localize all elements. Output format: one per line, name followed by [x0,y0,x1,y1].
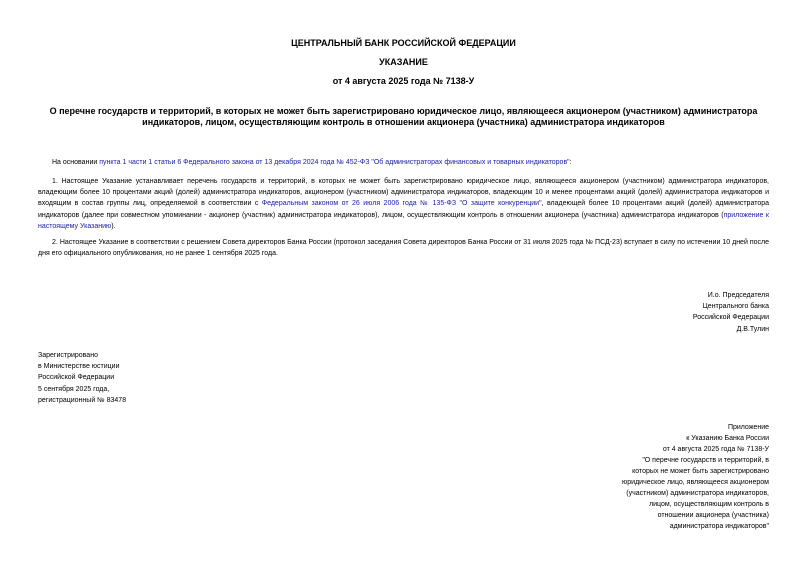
paragraph-1-text-a: 1. Настоящее Указание устанавливает перечень государств и территорий, в которых не может быть зарегистрировано юридическое лицо, являющееся акционером (участником) администратора индикаторов, владеющим более 10 процентами акций (долей) администратора индикаторов, акционером (участником) администратора индикаторов, владеющим 10 и менее процентами акций (долей) администратора индикаторов и входящим в состав группы лиц, определяемой в соответствии с [38,178,769,208]
paragraph-1 [38,176,769,232]
appendix-link[interactable]: приложение к настоящему Указанию [38,211,769,230]
signature-line: Российской Федерации [692,314,769,322]
appendix-line: которых не может быть зарегистрировано [632,468,769,475]
preamble-suffix: : [569,159,572,166]
registration-line: регистрационный № 83478 [38,396,127,404]
registration-line: 5 сентября 2025 года, [38,385,110,393]
appendix-line: к Указанию Банка России [686,435,769,442]
issuer-heading: ЦЕНТРАЛЬНЫЙ БАНК РОССИЙСКОЙ ФЕДЕРАЦИИ [291,38,516,48]
preamble-prefix: На основании [52,159,100,166]
registration-line: Зарегистрировано [38,352,98,359]
signature-block [569,290,769,335]
appendix-line: "О перечне государств и территорий, в [642,457,769,464]
signature-line: Д.В.Тулин [736,325,769,333]
document-date-number: от 4 августа 2025 года № 7138-У [332,76,475,86]
appendix-line: юридическое лицо, являющееся акционером [622,479,769,486]
paragraph-1-text-c: ). [111,222,116,230]
registration-line: Российской Федерации [38,374,115,382]
document-type-heading: УКАЗАНИЕ [379,57,428,67]
registration-line: в Министерстве юстиции [38,363,120,371]
appendix-line: администратора индикаторов" [669,523,769,530]
competition-law-link[interactable]: Федеральным законом от 26 июля 2006 года № 135-ФЗ "О защите конкуренции" [261,200,542,208]
paragraph-2: 2. Настоящее Указание в соответствии с решением Совета директоров Банка России (протокол заседания Совета директоров Банка России от 31 июля 2025 года № ПСД-23) вступает в силу по истечении 10 дней после дня его официального опубликования, но не ранее 1 сентября 2025 года. [38,239,769,258]
signature-line: И.о. Председателя [707,292,769,299]
preamble-paragraph [38,157,769,168]
signature-line: Центрального банка [702,303,769,311]
federal-law-452-link[interactable]: пункта 1 части 1 статьи 6 Федерального закона от 13 декабря 2024 года № 452-ФЗ "Об администраторах финансовых и товарных индикаторов" [99,159,570,166]
registration-block [38,350,278,406]
appendix-line: от 4 августа 2025 года № 7138-У [662,446,769,453]
paragraph-1-text-b: , владеющей более 10 процентами акций (долей) администратора индикаторов (далее при совместном упоминании - акционер (участник) администратора индикаторов), лицом, осуществляющим контроль в отношении акционера (участника) администратора индикаторов ( [38,200,770,219]
appendix-line: отношении акционера (участника) [657,512,769,519]
appendix-line: (участником) администратора индикаторов, [626,490,769,497]
appendix-line: Приложение [727,424,769,431]
appendix-header [599,422,769,532]
appendix-line: лицом, осуществляющим контроль в [649,501,769,508]
document-title: О перечне государств и территорий, в которых не может быть зарегистрировано юридическое лицо, являющееся акционером (участником) администратора индикаторов, лицом, осуществляющим контроль в отношении акционера (участника) администратора индикаторов [49,106,758,127]
